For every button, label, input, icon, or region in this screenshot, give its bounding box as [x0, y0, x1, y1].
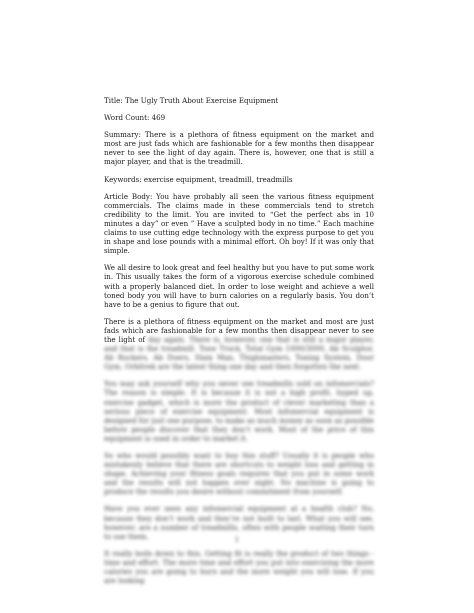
blurred-paragraph-5: It really boils down to this. Getting fit is really the product of two things - time and effort. The more time and effort you put into exercising the more calories you are going to burn and the more weight you will lose. If you are looking: [104, 548, 374, 586]
article-body-visible-lines: There is a plethora of fitness equipment on the market and most are just fads which are fashionable for a few months then disappear never to see the light of: [104, 316, 374, 344]
blurred-paragraph-3: So who would possibly want to buy this stuff? Usually it is people who mistakenly believe that there are shortcuts to weight loss and getting in shape. Achieving your fitness goals requires that you put in some work and the results will not happen over night. No machine is going to produce the results you desire without commitment from yourself.: [104, 451, 374, 497]
keywords-line: Keywords: exercise equipment, treadmill, treadmills: [104, 174, 293, 184]
article-body-paragraph-3: [104, 317, 374, 372]
summary-paragraph: Summary: There is a plethora of fitness equipment on the market and most are just fads which are fashionable for a few months then disappear never to see the light of day again. There is, however, one that is still a major player, and that is the treadmill.: [104, 130, 374, 167]
blurred-paragraph-2: You may ask yourself why you never see treadmills sold on infomercials? The reason is simple. It is because it is not a high profit, hyped up, exercise gadget, which is more the product of clever marketing than a serious piece of exercise equipment. Most infomercial equipment is designed for just one purpose, to make as much money as soon as possible before people discover that they don’t work. Most of the price of this equipment is used in order to market it.: [104, 379, 374, 443]
document-page: [104, 96, 374, 593]
blurred-text: day again. There is, however, one that is still a major player, and that is the treadmill. Tone Truck, Total Gym 1000/3000, Ab Sculptor, Ab Rockers, Ab Doers, Slam Man, Thighmasters, Toning System, Door Gym, Orbitrek are the latest thing one day and then forgotten the next.: [104, 334, 374, 372]
article-body-paragraph-1: Article Body: You have probably all seen the various fitness equipment commercials. The claims made in these commercials tend to stretch credibility to the limit. You are invited to “Get the perfect abs in 10 minutes a day” or even ” Have a sculpted body in no time.” Each machine claims to use cutting edge technology with the express purpose to get you in shape and lose pounds with a minimal effort. Oh boy! If it was only that simple.: [104, 191, 374, 256]
document-title: Title: The Ugly Truth About Exercise Equipment: [104, 96, 279, 105]
article-body-paragraph-2: We all desire to look great and feel healthy but you have to put some work in. This usually takes the form of a vigorous exercise schedule combined with a properly balanced diet. In order to lose weight and achieve a well toned body you will have to burn calories on a regularly basis. You don’t have to be a genius to figure that out.: [104, 263, 374, 309]
word-count: Word Count: 469: [104, 113, 166, 123]
page-number: 1: [234, 536, 240, 544]
blurred-paragraph-4: Have you ever seen any infomercial equipment at a health club? No, because they don’t work and they’re not built to last. What you will see, however, are a number of treadmills, often with people waiting their turn to use them.: [104, 504, 374, 541]
